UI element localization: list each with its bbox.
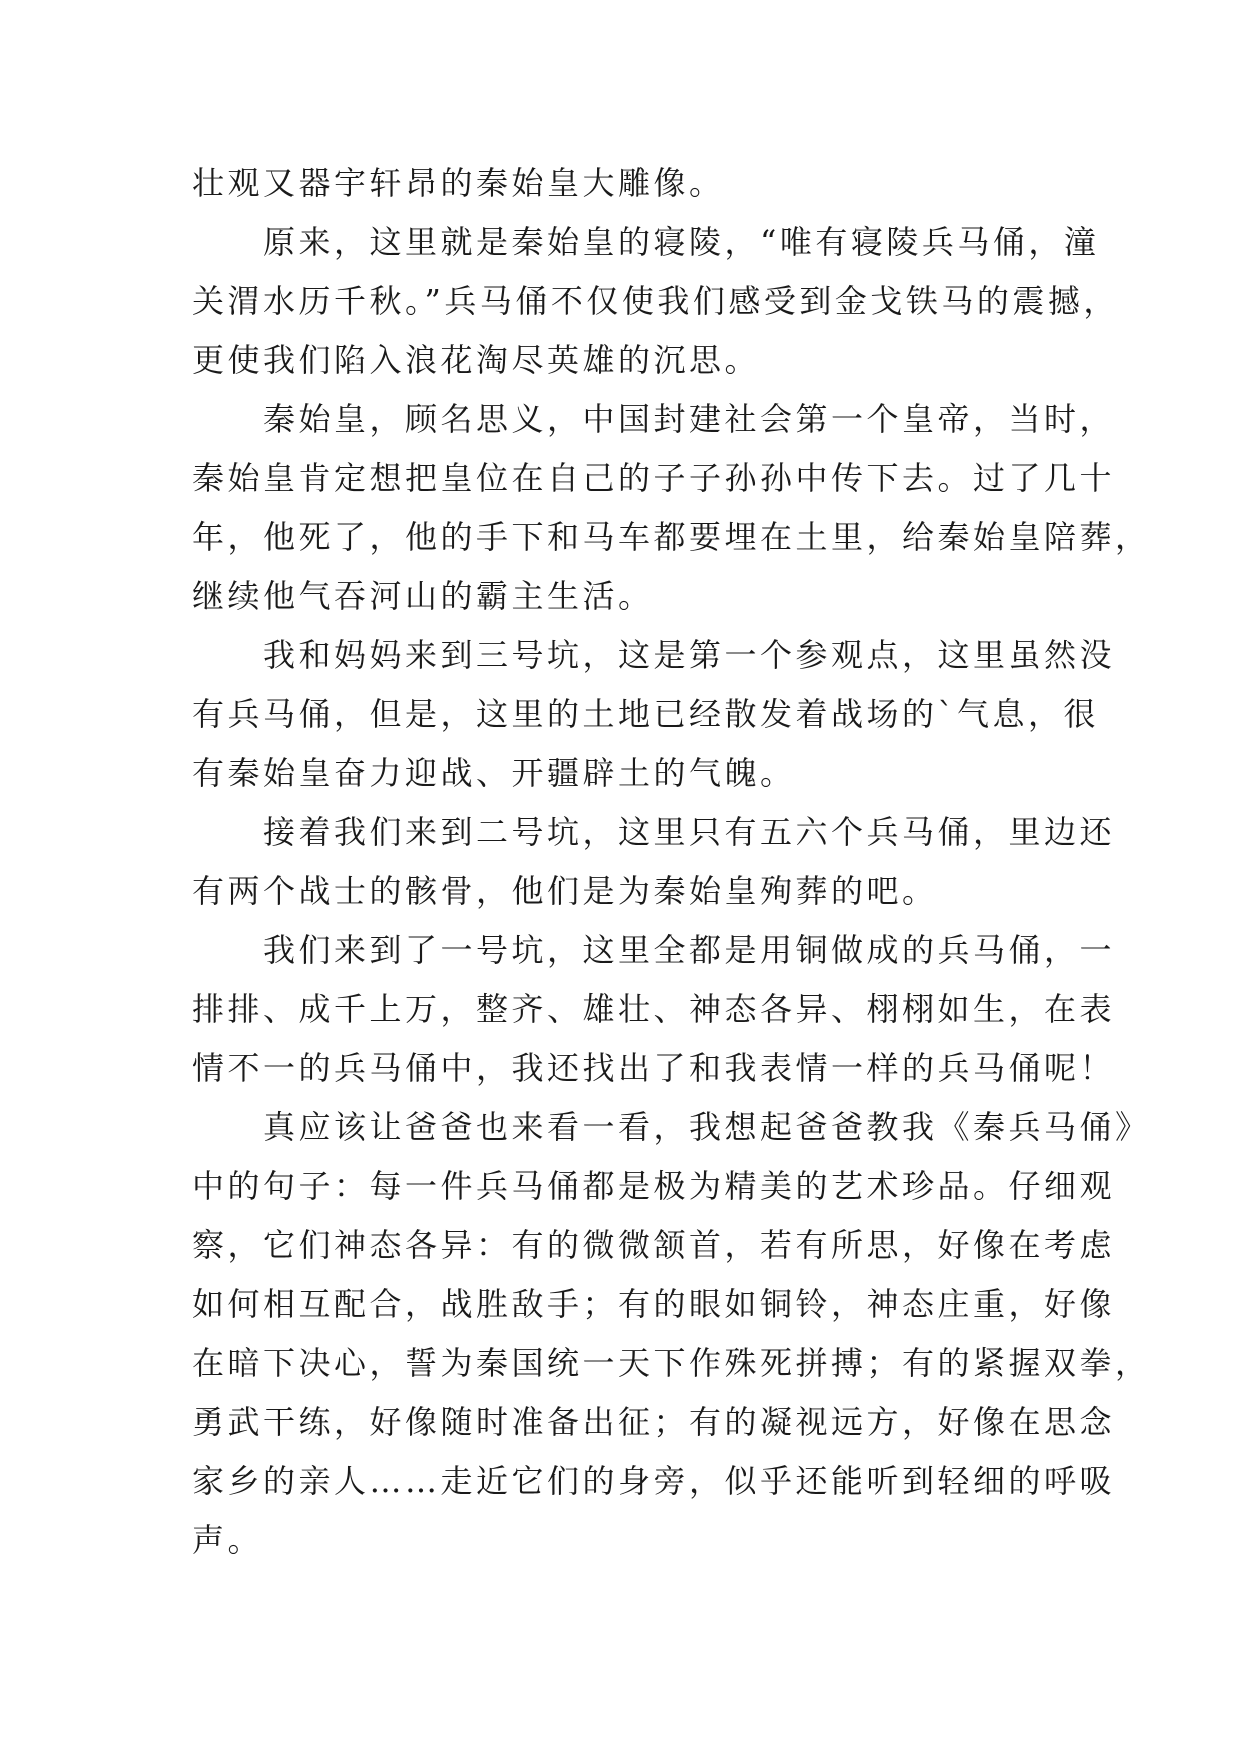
paragraph bbox=[192, 803, 1116, 921]
text-line: 壮观又器宇轩昂的秦始皇大雕像。 bbox=[192, 164, 725, 202]
text-line: 关渭水历千秋。”兵马俑不仅使我们感受到金戈铁马的震撼， bbox=[192, 282, 1119, 320]
paragraph bbox=[192, 626, 1116, 803]
text-line: 声。 bbox=[192, 1521, 264, 1559]
paragraph bbox=[192, 921, 1116, 1098]
text-line: 更使我们陷入浪花淘尽英雄的沉思。 bbox=[192, 341, 761, 379]
text-line: 接着我们来到二号坑，这里只有五六个兵马俑，里边还 bbox=[192, 813, 1116, 851]
text-line: 年，他死了，他的手下和马车都要埋在土里，给秦始皇陪葬， bbox=[192, 518, 1151, 556]
paragraph bbox=[192, 390, 1151, 626]
text-line: 秦始皇肯定想把皇位在自己的子子孙孙中传下去。过了几十 bbox=[192, 459, 1116, 497]
text-line: 我和妈妈来到三号坑，这是第一个参观点，这里虽然没 bbox=[192, 636, 1116, 674]
text-line: 原来，这里就是秦始皇的寝陵，“唯有寝陵兵马俑，潼 bbox=[192, 223, 1100, 261]
paragraph bbox=[192, 213, 1119, 390]
text-line: 勇武干练，好像随时准备出征；有的凝视远方，好像在思念 bbox=[192, 1403, 1116, 1441]
text-line: 家乡的亲人……走近它们的身旁，似乎还能听到轻细的呼吸 bbox=[192, 1462, 1116, 1500]
text-line: 情不一的兵马俑中，我还找出了和我表情一样的兵马俑呢！ bbox=[192, 1049, 1116, 1087]
paragraph bbox=[192, 1098, 1151, 1570]
text-line: 继续他气吞河山的霸主生活。 bbox=[192, 577, 654, 615]
text-line: 真应该让爸爸也来看一看，我想起爸爸教我《秦兵马俑》 bbox=[192, 1108, 1151, 1146]
essay-body bbox=[192, 154, 1151, 1570]
text-line: 如何相互配合，战胜敌手；有的眼如铜铃，神态庄重，好像 bbox=[192, 1285, 1116, 1323]
text-line: 有两个战士的骸骨，他们是为秦始皇殉葬的吧。 bbox=[192, 872, 938, 910]
text-line: 中的句子：每一件兵马俑都是极为精美的艺术珍品。仔细观 bbox=[192, 1167, 1116, 1205]
text-line: 我们来到了一号坑，这里全都是用铜做成的兵马俑，一 bbox=[192, 931, 1116, 969]
text-line: 察，它们神态各异：有的微微颔首，若有所思，好像在考虑 bbox=[192, 1226, 1116, 1264]
text-line: 有兵马俑，但是，这里的土地已经散发着战场的`气息，很 bbox=[192, 695, 1100, 733]
paragraph bbox=[192, 154, 1054, 213]
text-line: 排排、成千上万，整齐、雄壮、神态各异、栩栩如生，在表 bbox=[192, 990, 1116, 1028]
text-line: 有秦始皇奋力迎战、开疆辟土的气魄。 bbox=[192, 754, 796, 792]
text-line: 秦始皇，顾名思义，中国封建社会第一个皇帝，当时， bbox=[192, 400, 1116, 438]
text-line: 在暗下决心，誓为秦国统一天下作殊死拼搏；有的紧握双拳， bbox=[192, 1344, 1151, 1382]
